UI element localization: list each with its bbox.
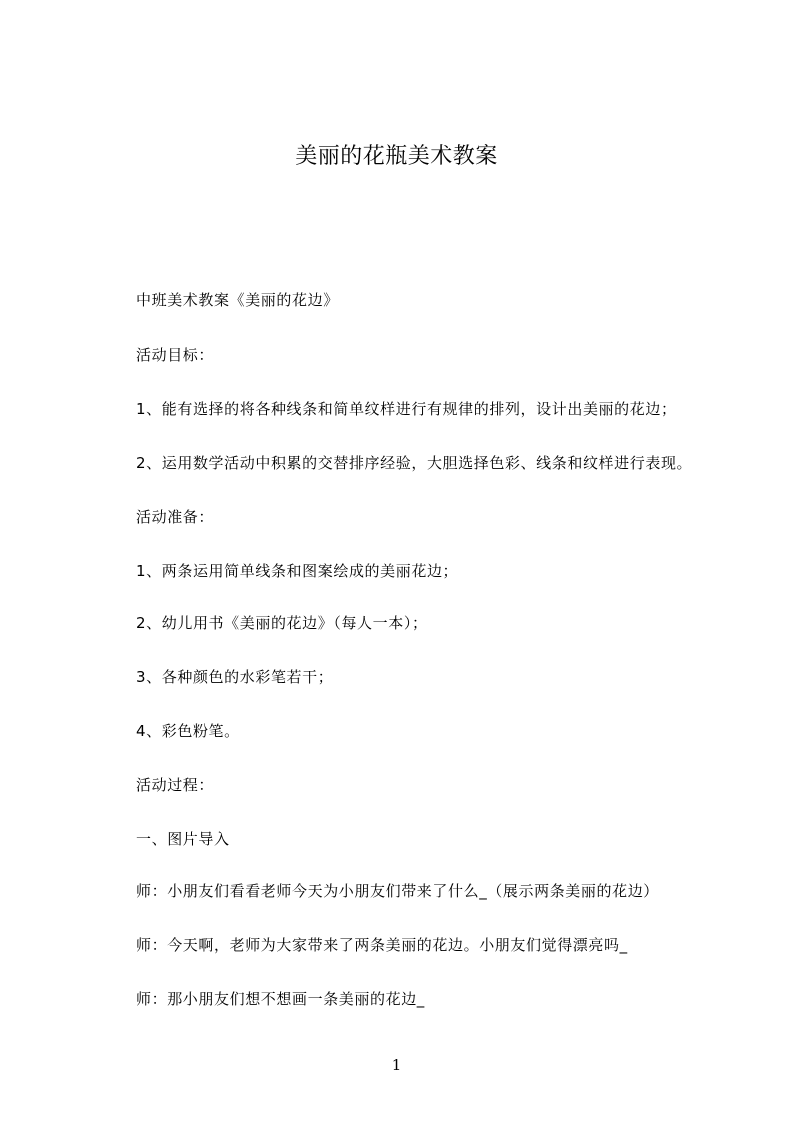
document-title: 美丽的花瓶美术教案: [295, 144, 498, 169]
paragraph-prep-heading: 活动准备：: [136, 508, 215, 526]
paragraph-process-heading: 活动过程：: [136, 776, 215, 794]
paragraph-prep-1: 1、两条运用简单线条和图案绘成的美丽花边；: [136, 562, 459, 580]
paragraph-goal-1: 1、能有选择的将各种线条和简单纹样进行有规律的排列，设计出美丽的花边；: [136, 400, 677, 418]
paragraph-goals-heading: 活动目标：: [136, 346, 215, 364]
paragraph-prep-3: 3、各种颜色的水彩笔若干；: [136, 668, 334, 686]
paragraph-teacher-line-3: 师：那小朋友们想不想画一条美丽的花边_: [136, 990, 425, 1008]
paragraph-goal-2: 2、运用数学活动中积累的交替排序经验，大胆选择色彩、线条和纹样进行表现。: [136, 454, 693, 472]
paragraph-prep-2: 2、幼儿用书《美丽的花边》（每人一本）；: [136, 614, 428, 632]
paragraph-subtitle: 中班美术教案《美丽的花边》: [136, 291, 339, 309]
paragraph-teacher-line-1: 师：小朋友们看看老师今天为小朋友们带来了什么_（展示两条美丽的花边）: [136, 882, 659, 900]
paragraph-prep-4: 4、彩色粉笔。: [136, 722, 240, 740]
page-number: 1: [391, 1056, 402, 1074]
paragraph-teacher-line-2: 师：今天啊，老师为大家带来了两条美丽的花边。小朋友们觉得漂亮吗_: [136, 936, 628, 954]
paragraph-step-1-heading: 一、图片导入: [136, 830, 230, 848]
